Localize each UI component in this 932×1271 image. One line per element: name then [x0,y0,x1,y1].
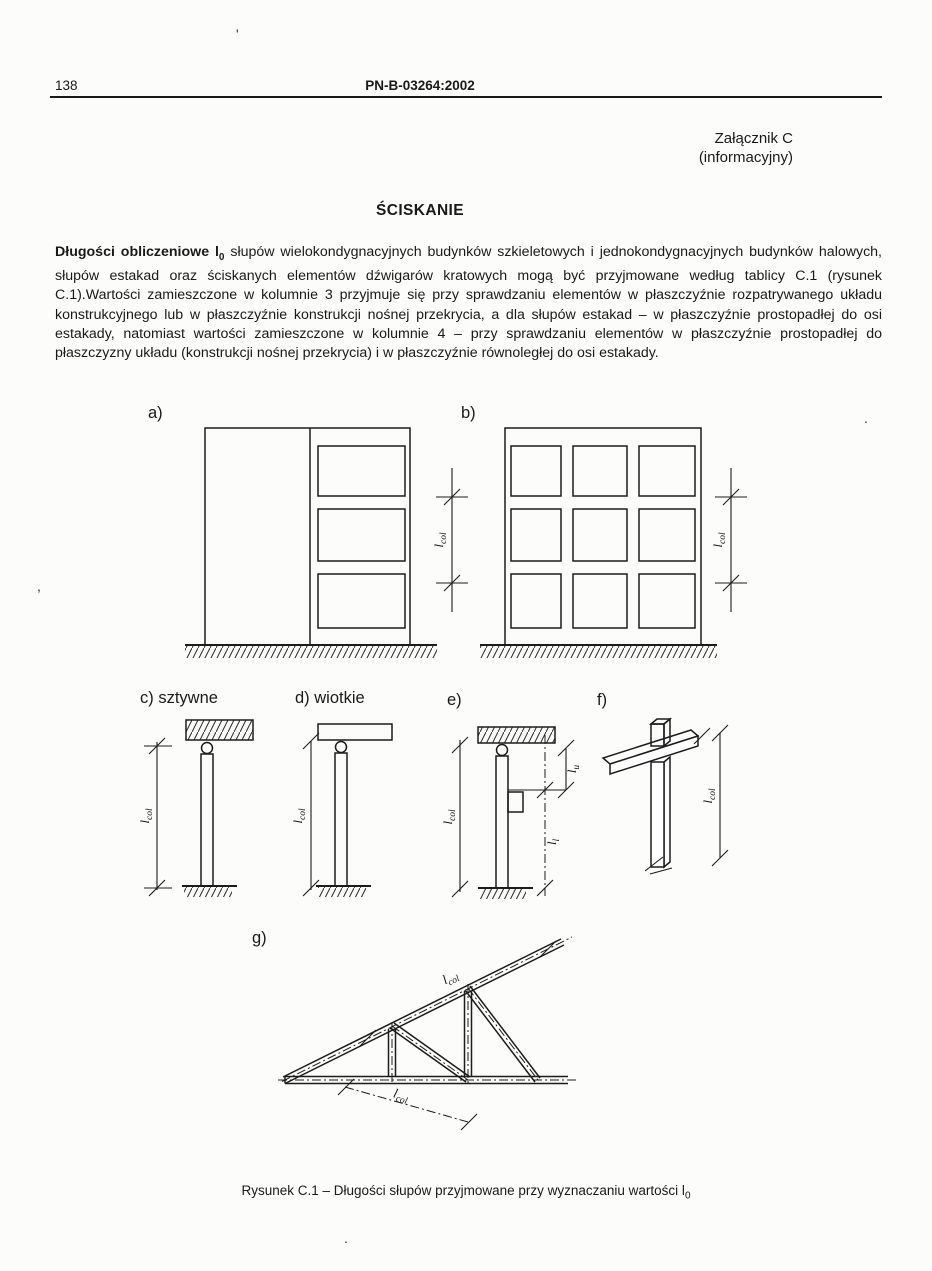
paragraph-lead: Długości obliczeniowe $l_0$ [55,244,225,263]
annex-block [699,129,793,167]
figure-label-d: d) wiotkie [295,689,365,707]
figure-label-f: f) [597,691,608,709]
dim-label-lcol: $l_{col}$ [440,809,458,825]
figure-label-g: g) [252,929,267,947]
dimension-lcol [290,733,319,896]
paragraph-rest: słupów wielokondygnacyjnych budynków szkieletowych i jednokondygnacyjnych budynków halowych, słupów estakad oraz ściskanych elementów dźwigarów kratowych mogą być przyjmowane według tablicy C.1 (rysunek C.1).Wartości zamieszczone w kolumnie 3 przyjmuje się przy sprawdzaniu elementów w płaszczyźnie rozpatrywanego układu konstrukcyjnego lub w płaszczyźnie konstrukcji nośnej przekrycia, a dla słupów estakad – w płaszczyźnie prostopadłej do osi estakady, natomiast wartości zamieszczone w kolumnie 4 – przy sprawdzaniu elementów w płaszczyźnie prostopadłej do płaszczyzny układu (konstrukcji nośnej przekrycia) i w płaszczyźnie równoległej do osi estakady. [55,244,882,362]
ground-hatch [480,889,526,899]
dimension-lu [558,740,582,798]
figure-label-a: a) [148,404,163,422]
diagonal-member [394,1023,470,1077]
top-beam [186,720,253,740]
dimension-lcol [431,468,468,612]
dim-label-lcol: $l_{col}$ [710,532,728,548]
page-number: 138 [55,78,78,93]
header-rule [50,96,882,98]
top-chord [286,945,564,1083]
hinge-circle [336,742,347,753]
column-shaft [496,756,508,888]
diagonal-member [465,990,535,1082]
figure-label-b: b) [461,404,476,422]
scan-artifact: . [344,1230,348,1246]
corbel [508,792,523,812]
column-side-face [664,757,670,867]
dim-label-lcol: $l_{col}$ [290,808,308,824]
top-chord [283,939,561,1077]
scan-artifact: . [864,410,868,426]
ground-hatch [480,646,717,658]
dimension-lcol [137,738,172,896]
figure-c-column [137,720,253,897]
dim-label-lcol: $l_{col}$ [700,788,718,804]
annex-subtitle: (informacyjny) [698,149,793,166]
figure-e-column [440,727,582,899]
dim-label-lcol: $l_{col}$ [137,808,155,824]
ground-hatch [185,646,437,658]
dim-label-lu: $l_u$ [564,764,582,774]
figure-caption: Rysunek C.1 – Długości słupów przyjmowane przy wyznaczaniu wartości $l_0$ [241,1183,691,1202]
top-beam [318,724,392,740]
scan-artifact: ' [236,26,239,42]
dimension-lcol [700,725,728,866]
diagonal-member [470,986,540,1078]
figure-f-column-3d [603,719,728,874]
figure-label-c: c) sztywne [140,689,218,707]
column-front-face [651,762,664,867]
ground-hatch [184,887,232,897]
figure-label-e: e) [447,691,462,709]
hinge-circle [202,743,213,754]
column-cap-side [664,719,670,746]
dim-label-lcol: $l_{col}$ [391,1085,409,1107]
dimension-lcol [440,737,468,897]
body-paragraph [55,243,882,364]
dim-label-lcol: $l_{col}$ [439,972,462,989]
diagonal-member [390,1028,466,1082]
ground-hatch [318,887,366,897]
dim-label-ll: $l_l$ [544,838,562,846]
column-shaft [335,753,347,886]
dimension-ll [537,782,562,896]
scan-artifact: , [37,578,41,594]
hinge-circle [497,745,508,756]
dimension-lcol-bottom [338,1079,477,1130]
figure-b-frame [480,428,747,658]
figure-g-truss [278,937,578,1130]
annex-title: Załącznik C [714,130,793,147]
figure-d-column [290,724,392,897]
dimension-lcol [710,468,747,612]
dim-label-lcol: $l_{col}$ [431,532,449,548]
column-shaft [201,754,213,886]
standard-number: PN-B-03264:2002 [365,78,475,93]
section-title: ŚCISKANIE [375,202,464,219]
figure-a-frame [185,428,468,658]
top-beam [478,727,555,743]
